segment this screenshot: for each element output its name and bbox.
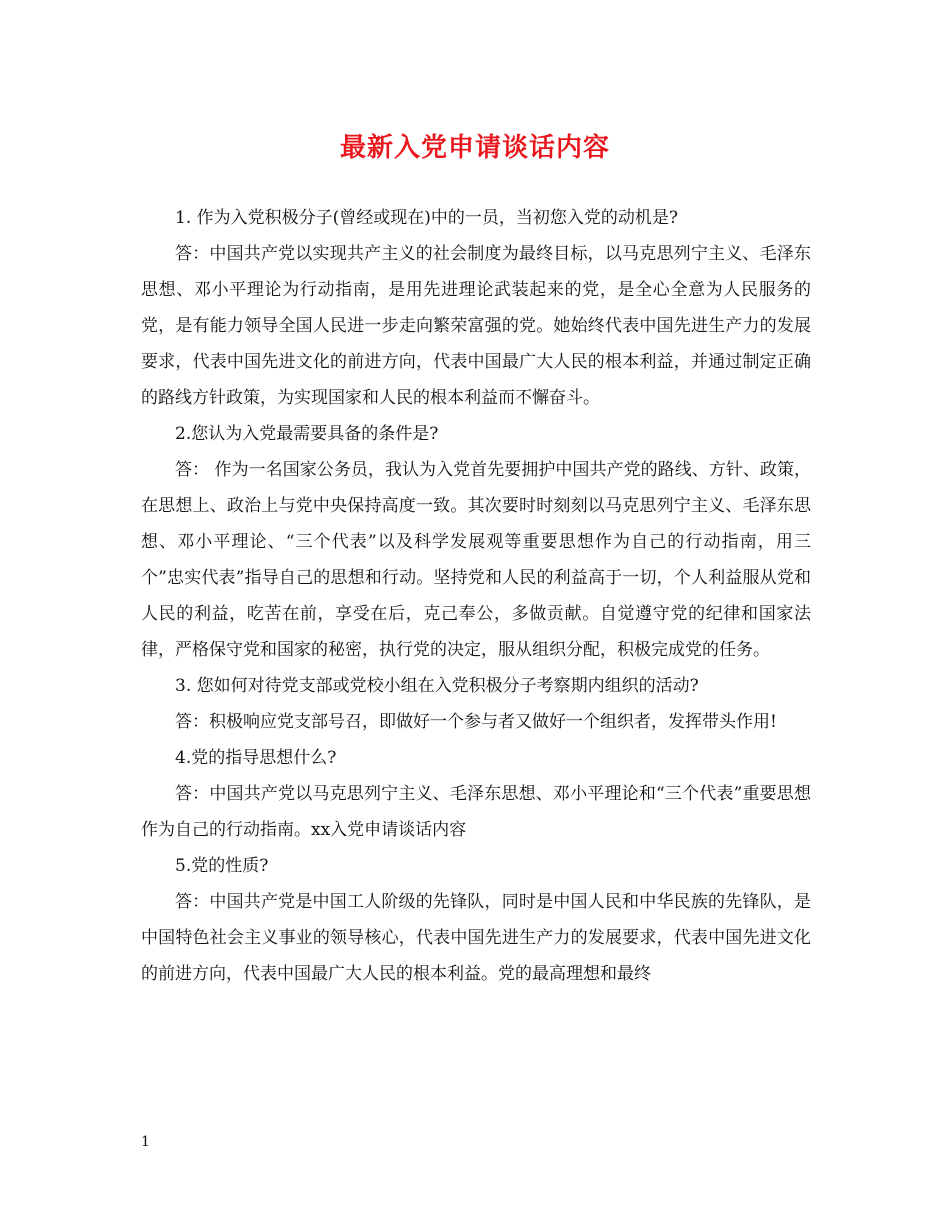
question-paragraph: 3. 您如何对待党支部或党校小组在入党积极分子考察期内组织的活动?	[175, 676, 699, 696]
document-title: 最新入党申请谈话内容	[339, 133, 610, 163]
page-number: 1	[141, 1134, 150, 1150]
answer-paragraph: 答：中国共产党是中国工人阶级的先锋队，同时是中国人民和中华民族的先锋队，是中国特色社会主义事业的领导核心，代表中国先进生产力的发展要求，代表中国先进文化的前进方向，代表中国最广大人民的根本利益。党的最高理想和最终	[141, 892, 811, 984]
answer-paragraph: 答：积极响应党支部号召，即做好一个参与者又做好一个组织者，发挥带头作用!	[175, 712, 777, 732]
question-paragraph: 4.党的指导思想什么?	[175, 748, 337, 768]
answer-paragraph: 答：中国共产党以实现共产主义的社会制度为最终目标，以马克思列宁主义、毛泽东思想、邓小平理论为行动指南，是用先进理论武装起来的党，是全心全意为人民服务的党，是有能力领导全国人民进一步走向繁荣富强的党。她始终代表中国先进生产力的发展要求，代表中国先进文化的前进方向，代表中国最广大人民的根本利益，并通过制定正确的路线方针政策，为实现国家和人民的根本利益而不懈奋斗。	[141, 244, 811, 408]
question-paragraph: 1. 作为入党积极分子(曾经或现在)中的一员，当初您入党的动机是?	[175, 208, 679, 228]
question-paragraph: 2.您认为入党最需要具备的条件是?	[175, 424, 439, 444]
document-body	[141, 200, 811, 992]
question-paragraph: 5.党的性质?	[175, 856, 269, 876]
answer-paragraph: 答： 作为一名国家公务员，我认为入党首先要拥护中国共产党的路线、方针、政策，在思想上、政治上与党中央保持高度一致。其次要时时刻刻以马克思列宁主义、毛泽东思想、邓小平理论、“三个代表”以及科学发展观等重要思想作为自己的行动指南，用三个”忠实代表”指导自己的思想和行动。坚持党和人民的利益高于一切，个人利益服从党和人民的利益，吃苦在前，享受在后，克己奉公，多做贡献。自觉遵守党的纪律和国家法律，严格保守党和国家的秘密，执行党的决定，服从组织分配，积极完成党的任务。	[141, 460, 811, 660]
answer-paragraph: 答：中国共产党以马克思列宁主义、毛泽东思想、邓小平理论和“三个代表”重要思想作为自己的行动指南。xx入党申请谈话内容	[141, 784, 811, 840]
